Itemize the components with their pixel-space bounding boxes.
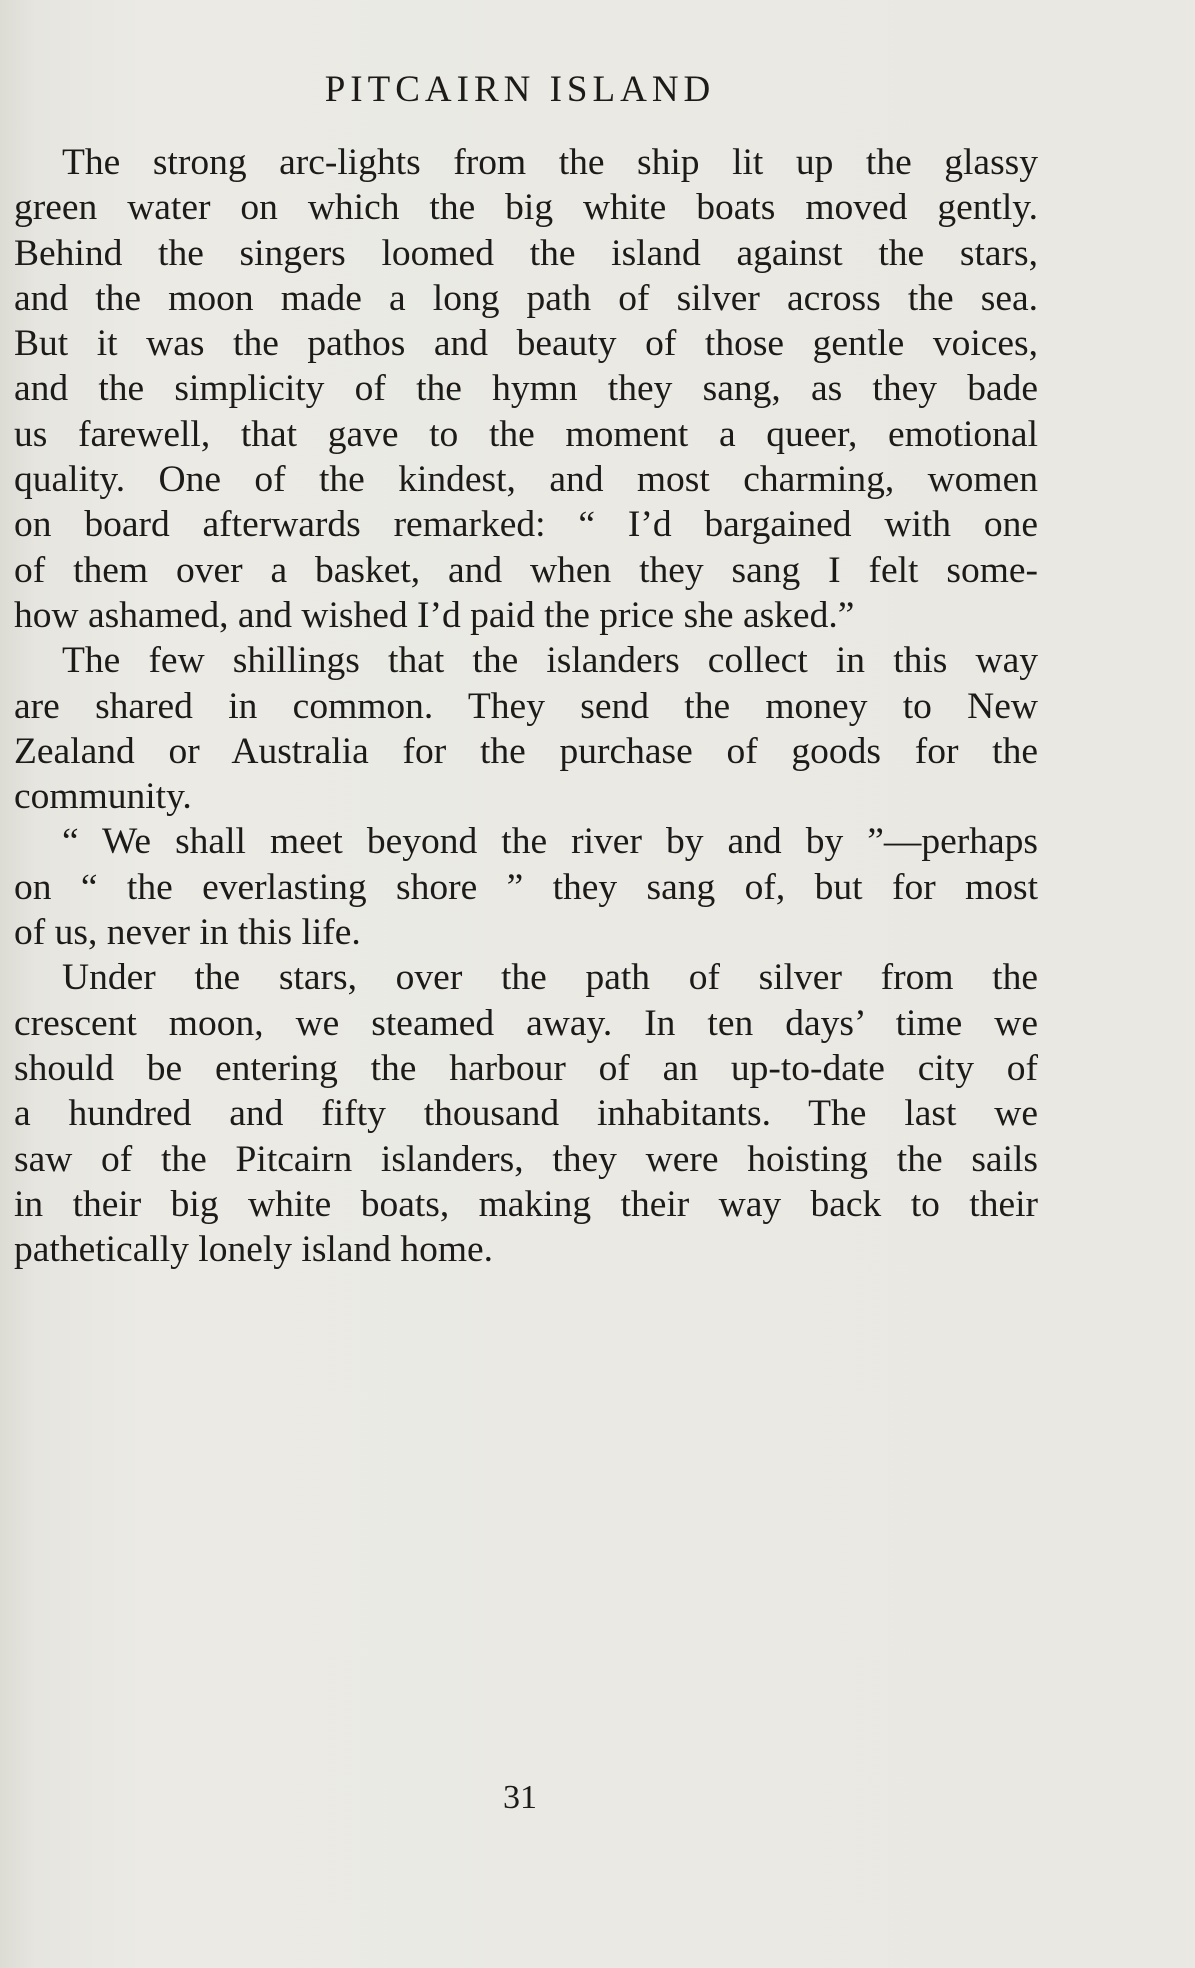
text-line: community. (14, 776, 192, 818)
running-head: PITCAIRN ISLAND (324, 69, 716, 110)
text-line: Under the stars, over the path of silver from the (62, 957, 1038, 999)
text-line: pathetically lonely island home. (14, 1229, 494, 1271)
body-text (14, 140, 1038, 1272)
text-line: us farewell, that gave to the moment a queer, emotional (14, 413, 1038, 455)
text-line: green water on which the big white boats moved gently. (14, 187, 1038, 229)
text-line: quality. One of the kindest, and most charming, women (14, 459, 1038, 501)
paragraph (14, 819, 1038, 955)
text-line: of us, never in this life. (14, 912, 361, 954)
text-line: are shared in common. They send the money to New (14, 685, 1038, 727)
text-line: a hundred and fifty thousand inhabitants. The last we (14, 1093, 1038, 1135)
text-line: and the simplicity of the hymn they sang, as they bade (14, 368, 1038, 410)
text-line: The few shillings that the islanders collect in this way (62, 640, 1038, 682)
text-line: The strong arc-lights from the ship lit up the glassy (62, 142, 1038, 183)
paragraph (14, 638, 1038, 819)
text-line: saw of the Pitcairn islanders, they were hoisting the sails (14, 1138, 1038, 1180)
text-line: how ashamed, and wished I’d paid the price she asked.” (14, 594, 855, 636)
text-line: But it was the pathos and beauty of those gentle voices, (14, 323, 1038, 365)
text-line: of them over a basket, and when they sang I felt some- (14, 549, 1038, 591)
text-line: and the moon made a long path of silver across the sea. (14, 277, 1038, 319)
text-line: in their big white boats, making their way back to their (14, 1183, 1038, 1225)
paragraph (14, 955, 1038, 1272)
text-line: on board afterwards remarked: “ I’d bargained with one (14, 504, 1038, 546)
text-line: Behind the singers loomed the island against the stars, (14, 232, 1038, 274)
text-line: “ We shall meet beyond the river by and by ”—perhaps (62, 821, 1038, 863)
text-line: Zealand or Australia for the purchase of goods for the (14, 730, 1038, 772)
page-number: 31 (503, 1779, 537, 1816)
text-line: should be entering the harbour of an up-to-date city of (14, 1047, 1038, 1089)
paragraph (14, 140, 1038, 638)
text-line: on “ the everlasting shore ” they sang of, but for most (14, 866, 1038, 908)
text-line: crescent moon, we steamed away. In ten days’ time we (14, 1002, 1038, 1044)
